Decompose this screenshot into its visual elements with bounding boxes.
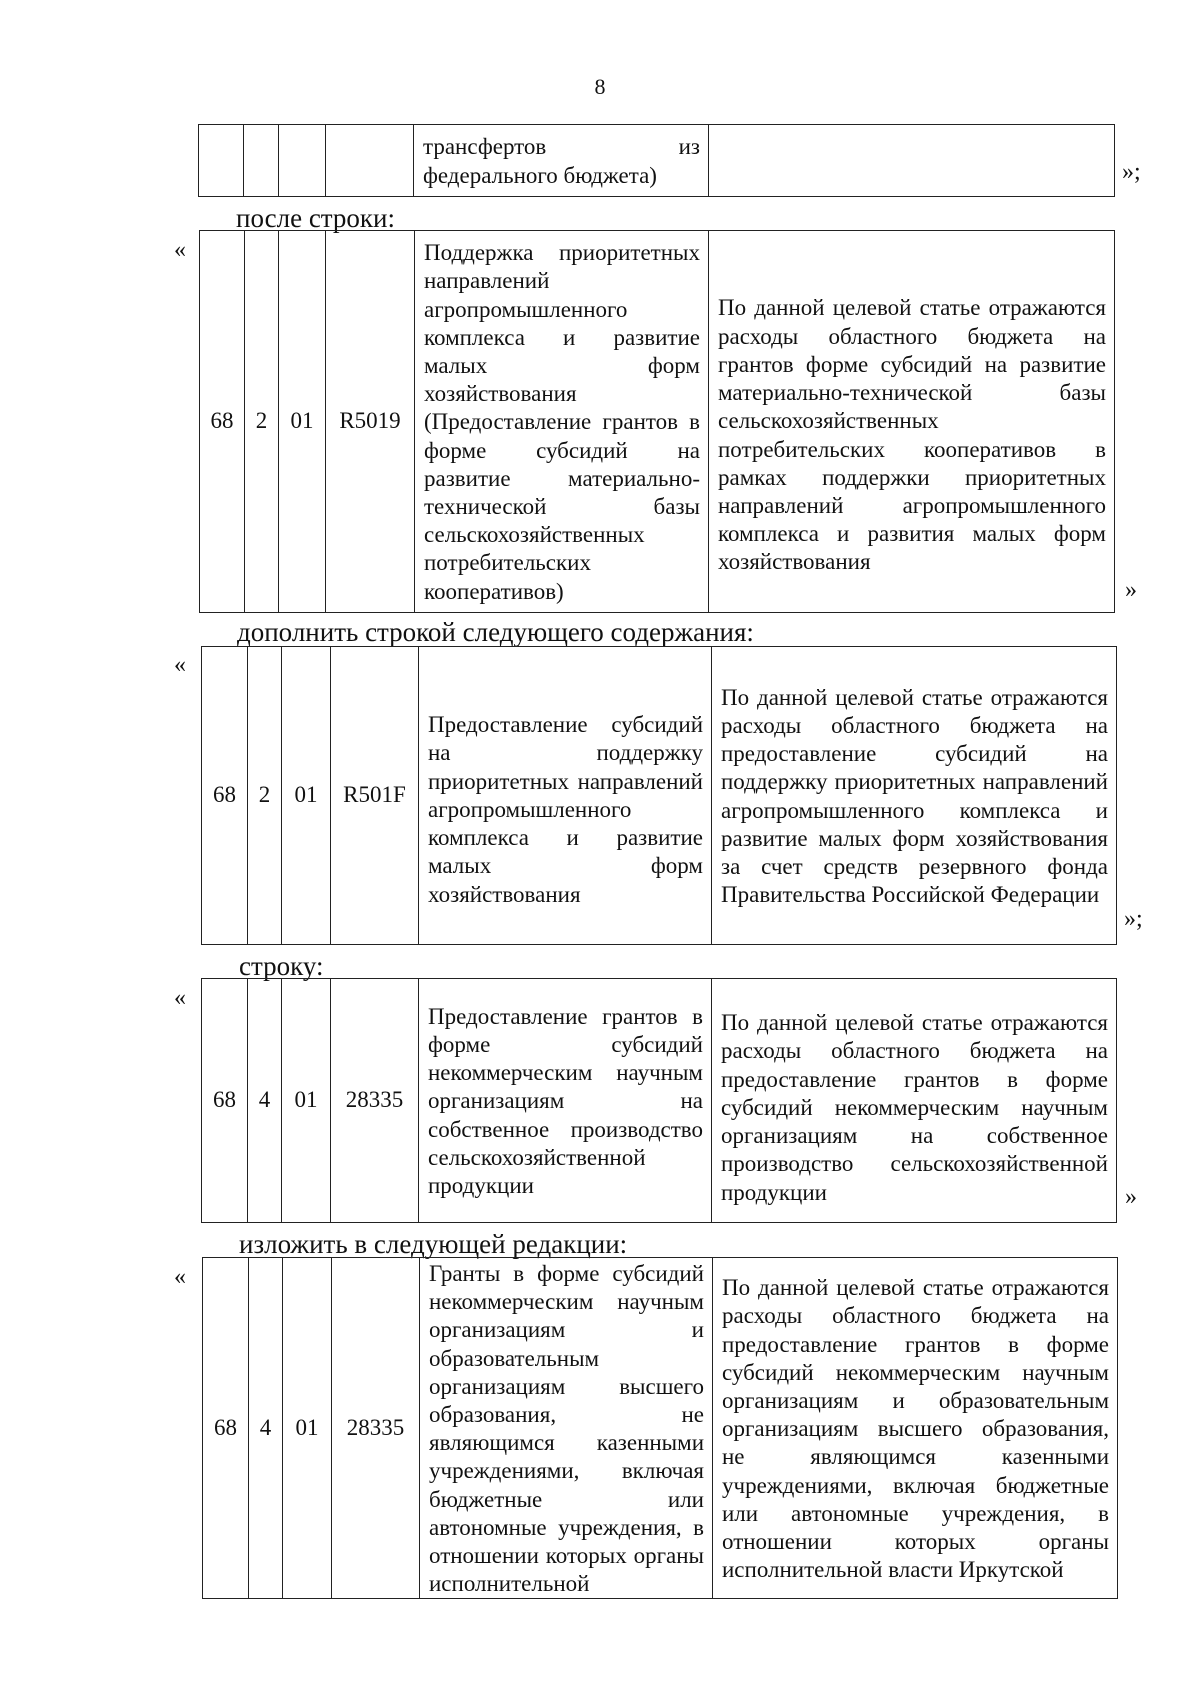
code-cell-1: 68 — [202, 979, 248, 1223]
budget-table-new-edition — [202, 1257, 1118, 1599]
code-cell-3: 01 — [282, 647, 331, 945]
opening-quote: « — [174, 652, 186, 678]
code-cell-4 — [326, 125, 414, 197]
target-name-text: Предоставление субсидий на поддержку приоритетных направлений агропромышленного комплекса и развитие малых форм хозяйствования — [428, 712, 703, 907]
target-name-text: трансфертов из федерального бюджета) — [423, 134, 700, 188]
code-cell-1: 68 — [203, 1258, 249, 1599]
opening-quote: « — [174, 1264, 186, 1290]
code-cell-1 — [199, 125, 244, 197]
code-cell-4: 28335 — [332, 1258, 420, 1599]
target-name-cell — [414, 125, 709, 197]
description-cell — [713, 1258, 1118, 1599]
code-cell-3: 01 — [282, 979, 331, 1223]
page-number: 8 — [594, 74, 606, 99]
description-cell — [712, 647, 1117, 945]
closing-quote: » — [1125, 1184, 1137, 1210]
budget-table-after-row — [199, 230, 1115, 613]
closing-quote: »; — [1124, 906, 1143, 932]
code-cell-2 — [244, 125, 279, 197]
code-cell-3 — [279, 125, 326, 197]
table-row — [203, 1258, 1118, 1599]
table-row — [200, 231, 1115, 613]
code-cell-3: 01 — [283, 1258, 332, 1599]
code-cell-4: R501F — [331, 647, 419, 945]
description-cell — [712, 979, 1117, 1223]
code-cell-4: 28335 — [331, 979, 419, 1223]
code-cell-2: 4 — [249, 1258, 283, 1599]
code-cell-3: 01 — [279, 231, 326, 613]
code-cell-1: 68 — [200, 231, 245, 613]
target-name-cell — [419, 979, 712, 1223]
section-label: изложить в следующей редакции: — [239, 1229, 628, 1259]
budget-table-continuation — [198, 124, 1115, 197]
opening-quote: « — [174, 237, 186, 263]
target-name-text: Предоставление грантов в форме субсидий некоммерческим научным организациям на собственное производство сельскохозяйственной продукции — [428, 1003, 703, 1198]
table-row — [199, 125, 1115, 197]
code-cell-1: 68 — [202, 647, 248, 945]
description-cell — [709, 231, 1115, 613]
target-name-text: Гранты в форме субсидий некоммерческим научным организациям и образовательным организациям высшего образования, не являющимся казенными учреждениями, включая бюджетные или автономные учреждения, в отношении которых органы исполнительной — [429, 1261, 704, 1597]
code-cell-2: 4 — [248, 979, 282, 1223]
target-name-cell — [415, 231, 709, 613]
description-text: По данной целевой статье отражаются расходы областного бюджета на предоставление субсидий на поддержку приоритетных направлений агропромышленного комплекса и развитие малых форм хозяйствования за счет средств резервного фонда Правительства Российской Федерации — [721, 684, 1108, 908]
description-text: По данной целевой статье отражаются расходы областного бюджета на грантов форме субсидий на развитие материально-технической базы сельскохозяйственных потребительских кооперативов в рамках поддержки приоритетных направлений агропромышленного комплекса и развития малых форм хозяйствования — [718, 295, 1106, 575]
code-cell-2: 2 — [248, 647, 282, 945]
table-row — [202, 647, 1117, 945]
code-cell-4: R5019 — [326, 231, 415, 613]
target-name-text: Поддержка приоритетных направлений агропромышленного комплекса и развитие малых форм хозяйствования (Предоставление грантов в форме субсидий на развитие материально-технической базы сельскохозяйственных потребительских кооперативов) — [424, 240, 700, 604]
description-cell — [709, 125, 1115, 197]
target-name-cell — [420, 1258, 713, 1599]
description-text: По данной целевой статье отражаются расходы областного бюджета на предоставление грантов в форме субсидий некоммерческим научным организациям и образовательным организациям высшего образования, не являющимся казенными учреждениями, включая бюджетные или автономные учреждения, в отношении которых органы исполнительной власти Иркутской — [722, 1275, 1109, 1583]
closing-quote: » — [1125, 577, 1137, 603]
target-name-cell — [419, 647, 712, 945]
section-label: после строки: — [236, 203, 395, 233]
section-label: дополнить строкой следующего содержания: — [237, 617, 754, 647]
table-row — [202, 979, 1117, 1223]
description-text: По данной целевой статье отражаются расходы областного бюджета на предоставление грантов в форме субсидий некоммерческим научным организациям на собственное производство сельскохозяйственной продукции — [721, 1010, 1108, 1205]
section-label: строку: — [239, 951, 324, 981]
code-cell-2: 2 — [245, 231, 279, 613]
budget-table-new-row — [201, 646, 1117, 945]
budget-table-replaced-row — [201, 978, 1117, 1223]
opening-quote: « — [174, 985, 186, 1011]
closing-quote: »; — [1122, 159, 1141, 185]
